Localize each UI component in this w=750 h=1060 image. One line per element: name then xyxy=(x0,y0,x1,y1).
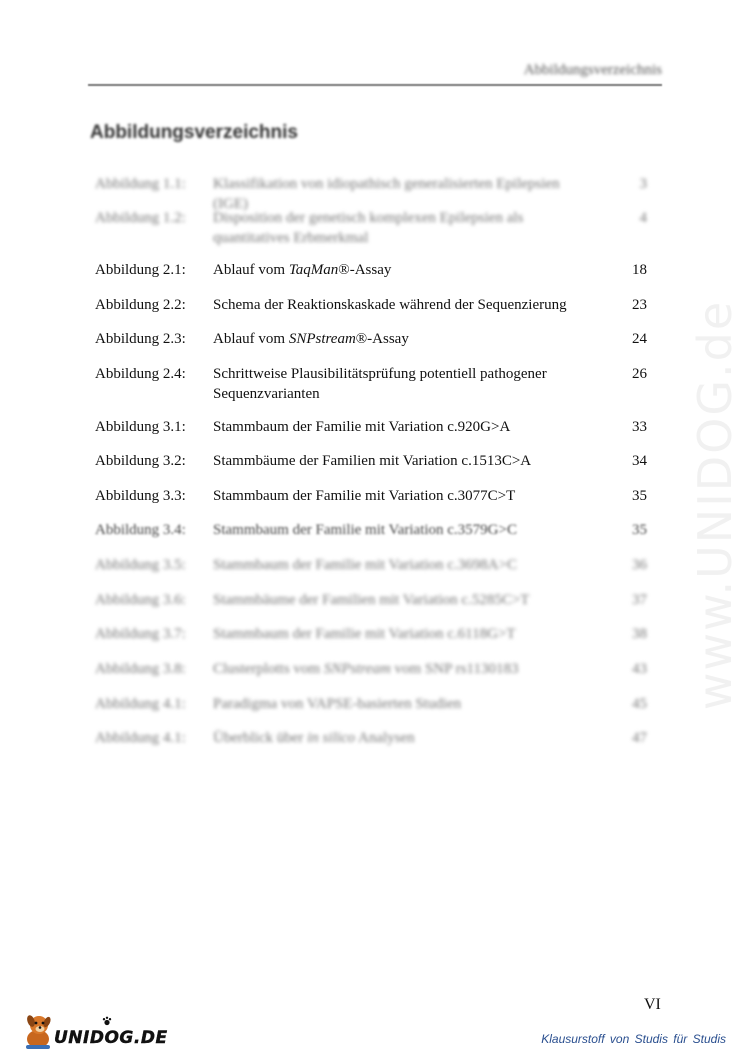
footer-tagline: Klausurstoff von Studis für Studis xyxy=(541,1032,726,1046)
figure-page: 38 xyxy=(632,626,647,642)
figure-page: 3 xyxy=(639,176,647,192)
figure-page: 24 xyxy=(632,331,647,347)
figure-label: Abbildung 3.1: xyxy=(95,419,186,435)
running-header: Abbildungsverzeichnis xyxy=(523,62,662,78)
figure-page: 36 xyxy=(632,557,647,573)
figure-label: Abbildung 4.1: xyxy=(95,696,186,712)
figure-label: Abbildung 3.5: xyxy=(95,557,186,573)
figure-page: 34 xyxy=(632,453,647,469)
unidog-logo[interactable] xyxy=(22,1012,168,1052)
figure-page: 23 xyxy=(632,297,647,313)
page-title: Abbildungsverzeichnis xyxy=(90,122,298,143)
figure-title: Stammbaum der Familie mit Variation c.920G>A xyxy=(213,419,511,435)
figure-label: Abbildung 3.4: xyxy=(95,522,186,538)
figure-title: Klassifikation von idiopathisch generalisierten Epilepsien (IGE) xyxy=(213,176,560,212)
figure-title: Schema der Reaktionskaskade während der Sequenzierung xyxy=(213,297,567,313)
figure-page: 18 xyxy=(632,262,647,278)
figure-title: Stammbäume der Familien mit Variation c.1513C>A xyxy=(213,453,532,469)
figure-label: Abbildung 3.8: xyxy=(95,661,186,677)
figure-title: Stammbaum der Familie mit Variation c.3698A>C xyxy=(213,557,517,573)
figure-page: 37 xyxy=(632,592,647,608)
figure-title: Schrittweise Plausibilitätsprüfung potentiell pathogener Sequenzvarianten xyxy=(213,366,547,402)
figure-title: Clusterplotts vom SNPstream vom SNP rs1130183 xyxy=(213,661,519,677)
figure-label: Abbildung 3.3: xyxy=(95,488,186,504)
figure-label: Abbildung 4.1: xyxy=(95,730,186,746)
figure-title: Disposition der genetisch komplexen Epilepsien als quantitatives Erbmerkmal xyxy=(213,210,524,246)
logo-text: UNIDOG.DE xyxy=(54,1028,168,1048)
figure-page: 47 xyxy=(632,730,647,746)
figure-title: Stammbaum der Familie mit Variation c.3579G>C xyxy=(213,522,517,538)
figure-page: 35 xyxy=(632,522,647,538)
dog-icon xyxy=(22,1012,56,1052)
figure-page: 35 xyxy=(632,488,647,504)
figure-title: Stammbäume der Familien mit Variation c.5285C>T xyxy=(213,592,530,608)
figure-title: Ablauf vom SNPstream®-Assay xyxy=(213,331,409,347)
figure-title: Paradigma von VAPSE-basierten Studien xyxy=(213,696,462,712)
figure-label: Abbildung 2.2: xyxy=(95,297,186,313)
figure-page: 26 xyxy=(632,366,647,382)
figure-label: Abbildung 2.3: xyxy=(95,331,186,347)
figure-label: Abbildung 1.1: xyxy=(95,176,186,192)
figure-page: 43 xyxy=(632,661,647,677)
figure-label: Abbildung 3.6: xyxy=(95,592,186,608)
figure-title: Stammbaum der Familie mit Variation c.6118G>T xyxy=(213,626,516,642)
figure-title: Ablauf vom TaqMan®-Assay xyxy=(213,262,392,278)
figure-label: Abbildung 1.2: xyxy=(95,210,186,226)
figure-label: Abbildung 3.7: xyxy=(95,626,186,642)
figure-label: Abbildung 2.1: xyxy=(95,262,186,278)
figure-label: Abbildung 2.4: xyxy=(95,366,186,382)
watermark: www.UNIDOG.de xyxy=(688,299,742,711)
figure-page: 33 xyxy=(632,419,647,435)
figure-page: 45 xyxy=(632,696,647,712)
figure-title: Überblick über in silico Analysen xyxy=(213,730,415,746)
figure-title: Stammbaum der Familie mit Variation c.3077C>T xyxy=(213,488,516,504)
paw-icon xyxy=(102,1016,112,1026)
figure-label: Abbildung 3.2: xyxy=(95,453,186,469)
page-number: VI xyxy=(644,996,661,1013)
header-rule xyxy=(88,84,662,86)
figure-page: 4 xyxy=(639,210,647,226)
